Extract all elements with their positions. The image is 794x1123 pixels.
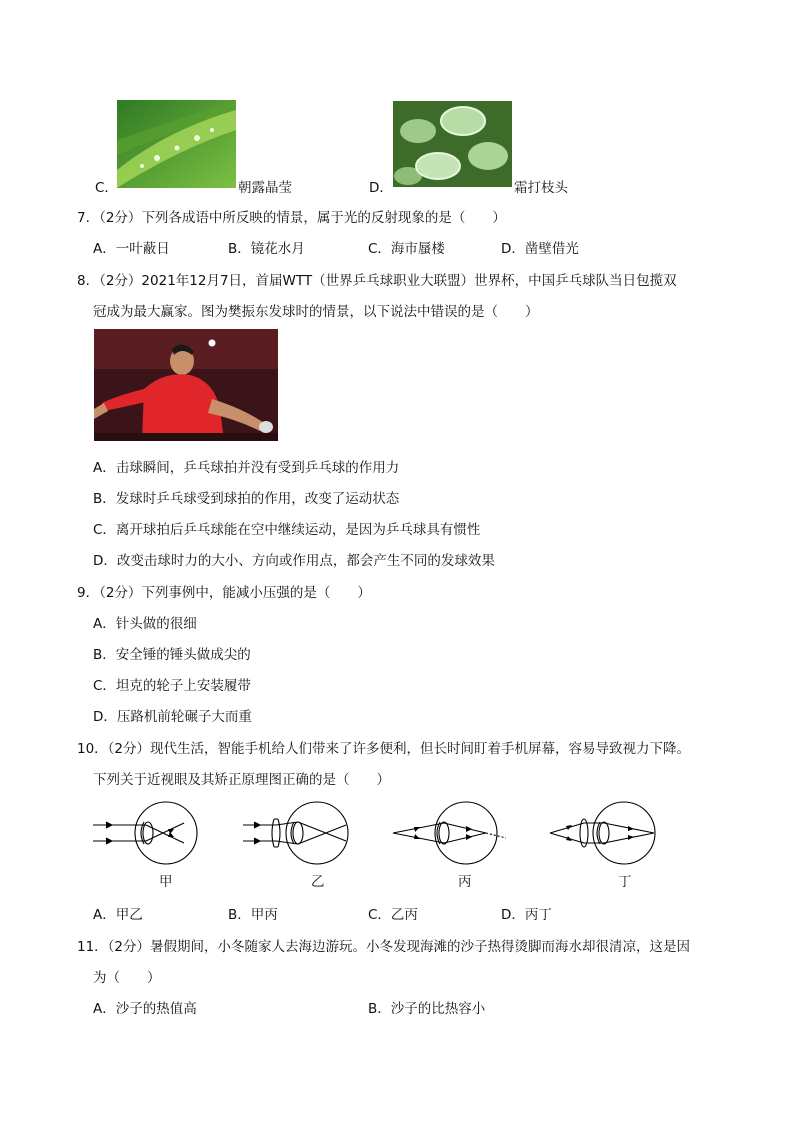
q9-option-a: A．针头做的很细 bbox=[93, 616, 197, 632]
diagram-label-bing: 丙 bbox=[458, 874, 472, 890]
q6-option-c-letter: C． bbox=[95, 180, 118, 196]
q8-option-c: C．离开球拍后乒乓球能在空中继续运动，是因为乒乓球具有惯性 bbox=[93, 522, 481, 538]
q10-option-a: A．甲乙 bbox=[93, 907, 143, 923]
q10-option-b: B．甲丙 bbox=[228, 907, 278, 923]
q11-option-a: A．沙子的热值高 bbox=[93, 1001, 197, 1017]
q9-option-c: C．坦克的轮子上安装履带 bbox=[93, 678, 251, 694]
q8-stem-line2: 冠成为最大赢家。图为樊振东发球时的情景，以下说法中错误的是（ ） bbox=[93, 304, 539, 320]
q10-option-d: D．丙丁 bbox=[501, 907, 552, 923]
eye-diagram-ding bbox=[550, 802, 655, 864]
eye-diagram-bing bbox=[393, 802, 506, 864]
q10-stem-line2: 下列关于近视眼及其矫正原理图正确的是（ ） bbox=[93, 772, 390, 788]
eye-diagram bbox=[88, 795, 668, 865]
diagram-label-jia: 甲 bbox=[159, 874, 173, 890]
q8-option-a: A．击球瞬间，乒乓球拍并没有受到乒乓球的作用力 bbox=[93, 460, 400, 476]
q8-stem-line1: 8．（2分）2021年12月7日，首届WTT（世界乒乓球职业大联盟）世界杯，中国乒乓球队当日包揽双 bbox=[77, 273, 677, 289]
q7-option-c: C．海市蜃楼 bbox=[368, 241, 445, 257]
q6-option-c-text: 朝露晶莹 bbox=[238, 180, 292, 196]
q7-stem: 7．（2分）下列各成语中所反映的情景，属于光的反射现象的是（ ） bbox=[77, 210, 506, 226]
q7-option-b: B．镜花水月 bbox=[228, 241, 305, 257]
q11-stem-line1: 11．（2分）暑假期间，小冬随家人去海边游玩。小冬发现海滩的沙子热得烫脚而海水却很清凉，这是因 bbox=[77, 939, 691, 955]
q6-option-d-letter: D． bbox=[369, 180, 393, 196]
q7-option-d: D．凿壁借光 bbox=[501, 241, 579, 257]
dew-grass-photo bbox=[117, 100, 236, 188]
q9-option-d: D．压路机前轮碾子大而重 bbox=[93, 709, 252, 725]
q11-stem-line2: 为（ ） bbox=[93, 970, 161, 986]
q8-option-d: D．改变击球时力的大小、方向或作用点，都会产生不同的发球效果 bbox=[93, 553, 495, 569]
diagram-label-yi: 乙 bbox=[311, 874, 325, 890]
q10-stem-line1: 10．（2分）现代生活，智能手机给人们带来了许多便利，但长时间盯着手机屏幕，容易导致视力下降。 bbox=[77, 741, 691, 757]
q9-option-b: B．安全锤的锤头做成尖的 bbox=[93, 647, 251, 663]
diagram-label-ding: 丁 bbox=[618, 874, 632, 890]
q11-option-b: B．沙子的比热容小 bbox=[368, 1001, 486, 1017]
table-tennis-photo bbox=[94, 329, 278, 441]
q9-stem: 9．（2分）下列事例中，能减小压强的是（ ） bbox=[77, 585, 371, 601]
q8-option-b: B．发球时乒乓球受到球拍的作用，改变了运动状态 bbox=[93, 491, 400, 507]
eye-diagram-jia bbox=[93, 802, 197, 864]
q10-option-c: C．乙丙 bbox=[368, 907, 418, 923]
q6-option-d-text: 霜打枝头 bbox=[514, 180, 568, 196]
eye-diagram-yi bbox=[243, 802, 348, 864]
q7-option-a: A．一叶蔽日 bbox=[93, 241, 170, 257]
frost-leaves-photo bbox=[393, 101, 512, 187]
